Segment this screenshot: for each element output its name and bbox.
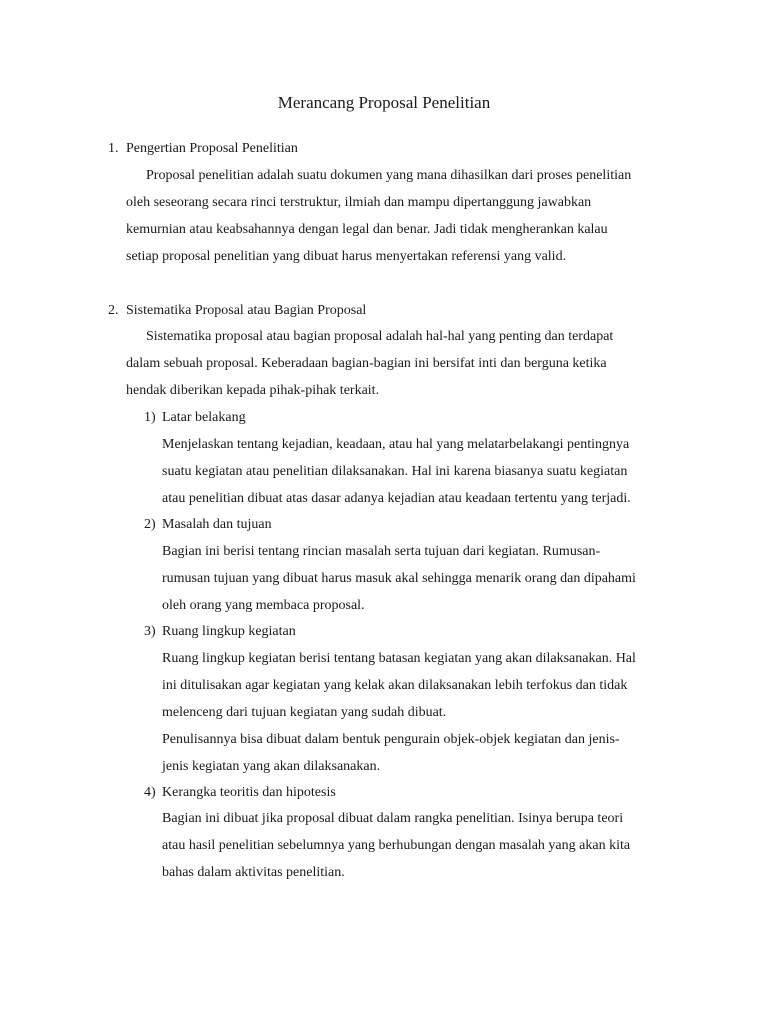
paragraph-line: oleh seseorang secara rinci terstruktur, ilmiah dan mampu dipertanggung jawabkan <box>126 195 592 210</box>
section-heading: Pengertian Proposal Penelitian <box>126 141 298 156</box>
paragraph-line: setiap proposal penelitian yang dibuat harus menyertakan referensi yang valid. <box>126 249 567 264</box>
item-line: atau hasil penelitian sebelumnya yang berhubungan dengan masalah yang akan kita <box>162 838 631 853</box>
paragraph-line: dalam sebuah proposal. Keberadaan bagian-bagian ini bersifat inti dan berguna ketika <box>126 356 607 371</box>
paragraph-line: Sistematika proposal atau bagian proposal adalah hal-hal yang penting dan terdapat <box>146 329 614 344</box>
item-line: suatu kegiatan atau penelitian dilaksanakan. Hal ini karena biasanya suatu kegiatan <box>162 464 628 479</box>
item-line: atau penelitian dibuat atas dasar adanya kejadian atau keadaan tertentu yang terjadi. <box>162 491 631 506</box>
item-line: Bagian ini berisi tentang rincian masalah serta tujuan dari kegiatan. Rumusan- <box>162 544 601 559</box>
item-number: 1) <box>144 410 156 425</box>
item-number: 2) <box>144 517 156 532</box>
item-line: oleh orang yang membaca proposal. <box>162 598 365 613</box>
paragraph-line: Proposal penelitian adalah suatu dokumen yang mana dihasilkan dari proses penelitian <box>146 168 632 183</box>
paragraph-line: kemurnian atau keabsahannya dengan legal dan benar. Jadi tidak mengherankan kalau <box>126 222 608 237</box>
item-line: Penulisannya bisa dibuat dalam bentuk pengurain objek-objek kegiatan dan jenis- <box>162 732 620 747</box>
document-title: Merancang Proposal Penelitian <box>277 93 491 112</box>
item-heading: Masalah dan tujuan <box>162 517 272 532</box>
item-line: melenceng dari tujuan kegiatan yang sudah dibuat. <box>162 705 447 720</box>
item-line: Menjelaskan tentang kejadian, keadaan, atau hal yang melatarbelakangi pentingnya <box>162 437 630 452</box>
item-number: 3) <box>144 624 156 639</box>
item-line: bahas dalam aktivitas penelitian. <box>162 865 345 880</box>
item-line: jenis kegiatan yang akan dilaksanakan. <box>162 759 381 774</box>
item-line: Bagian ini dibuat jika proposal dibuat dalam rangka penelitian. Isinya berupa teori <box>162 811 624 826</box>
section-heading: Sistematika Proposal atau Bagian Proposal <box>126 303 367 318</box>
item-heading: Kerangka teoritis dan hipotesis <box>162 785 336 800</box>
section-number: 2. <box>108 303 119 318</box>
item-line: rumusan tujuan yang dibuat harus masuk akal sehingga menarik orang dan dipahami <box>162 571 636 586</box>
item-number: 4) <box>144 785 156 800</box>
item-heading: Latar belakang <box>162 410 246 425</box>
item-heading: Ruang lingkup kegiatan <box>162 624 296 639</box>
section-number: 1. <box>108 141 119 156</box>
item-line: ini ditulisakan agar kegiatan yang kelak akan dilaksanakan lebih terfokus dan tidak <box>162 678 628 693</box>
item-line: Ruang lingkup kegiatan berisi tentang batasan kegiatan yang akan dilaksanakan. Hal <box>162 651 636 666</box>
paragraph-line: hendak diberikan kepada pihak-pihak terkait. <box>126 383 380 398</box>
